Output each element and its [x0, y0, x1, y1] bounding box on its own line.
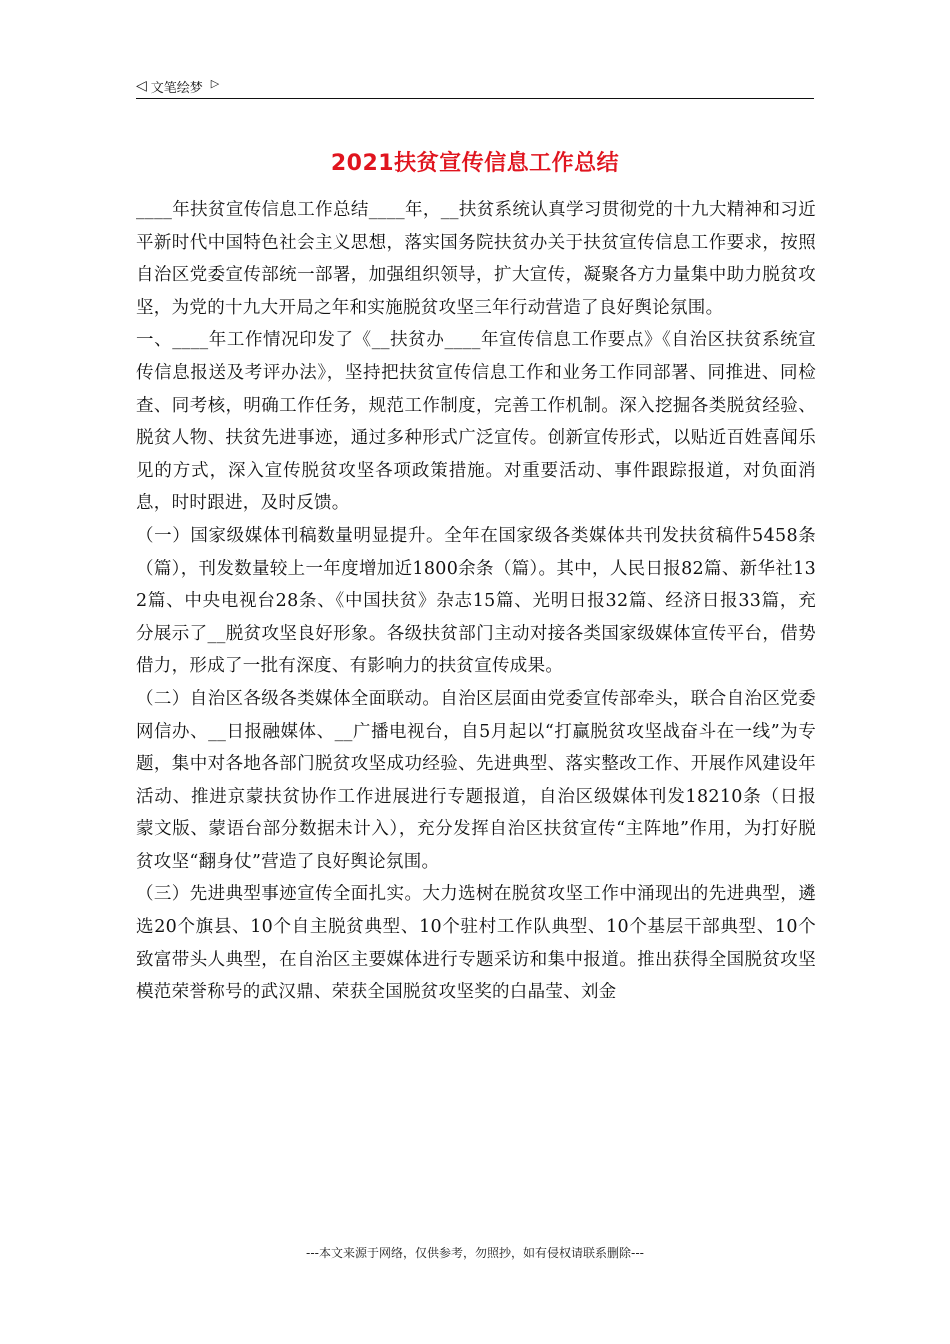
paragraph-subsection-3: （三）先进典型事迹宣传全面扎实。大力选树在脱贫攻坚工作中涌现出的先进典型，遴选20个旗县、10个自主脱贫典型、10个驻村工作队典型、10个基层干部典型、10个致富带头人典型，在自治区主要媒体进行专题采访和集中报道。推出获得全国脱贫攻坚模范荣誉称号的武汉鼎、荣获全国脱贫攻坚奖的白晶莹、刘金: [136, 884, 816, 1003]
left-triangle-icon: ◁: [136, 78, 147, 94]
paragraph-intro: ____年扶贫宣传信息工作总结____年，__扶贫系统认真学习贯彻党的十九大精神和习近平新时代中国特色社会主义思想，落实国务院扶贫办关于扶贫宣传信息工作要求，按照自治区党委宣传部统一部署，加强组织领导，扩大宣传，凝聚各方力量集中助力脱贫攻坚，为党的十九大开局之年和实施脱贫攻坚三年行动营造了良好舆论氛围。: [136, 200, 816, 318]
right-triangle-icon: ▷: [210, 76, 220, 90]
paragraph-subsection-1: （一）国家级媒体刊稿数量明显提升。全年在国家级各类媒体共刊发扶贫稿件5458条（篇），刊发数量较上一年度增加近1800余条（篇）。其中，人民日报82篇、新华社132篇、中央电视台28条、《中国扶贫》杂志15篇、光明日报32篇、经济日报33篇，充分展示了__脱贫攻坚良好形象。各级扶贫部门主动对接各类国家级媒体宣传平台，借势借力，形成了一批有深度、有影响力的扶贫宣传成果。: [136, 525, 816, 677]
header-divider: [136, 98, 814, 99]
paragraph-section-1: 一、____年工作情况印发了《__扶贫办____年宣传信息工作要点》《自治区扶贫系统宣传信息报送及考评办法》，坚持把扶贫宣传信息工作和业务工作同部署、同推进、同检查、同考核，明确工作任务，规范工作制度，完善工作机制。深入挖掘各类脱贫经验、脱贫人物、扶贫先进事迹，通过多种形式广泛宣传。创新宣传形式，以贴近百姓喜闻乐见的方式，深入宣传脱贫攻坚各项政策措施。对重要活动、事件跟踪报道，对负面消息，时时跟进，及时反馈。: [136, 330, 816, 514]
document-body: [136, 194, 816, 1009]
header-brand: 文笔绘梦: [150, 80, 203, 96]
document-title: 2021扶贫宣传信息工作总结: [330, 151, 620, 176]
footer-notice: ---本文来源于网络，仅供参考，勿照抄，如有侵权请联系删除---: [306, 1246, 644, 1260]
page-header: [136, 76, 219, 96]
paragraph-subsection-2: （二）自治区各级各类媒体全面联动。自治区层面由党委宣传部牵头，联合自治区党委网信办、__日报融媒体、__广播电视台，自5月起以“打赢脱贫攻坚战奋斗在一线”为专题，集中对各地各部门脱贫攻坚成功经验、先进典型、落实整改工作、开展作风建设年活动、推进京蒙扶贫协作工作进展进行专题报道，自治区级媒体刊发18210条（日报蒙文版、蒙语台部分数据未计入），充分发挥自治区扶贫宣传“主阵地”作用，为打好脱贫攻坚“翻身仗”营造了良好舆论氛围。: [136, 688, 816, 872]
